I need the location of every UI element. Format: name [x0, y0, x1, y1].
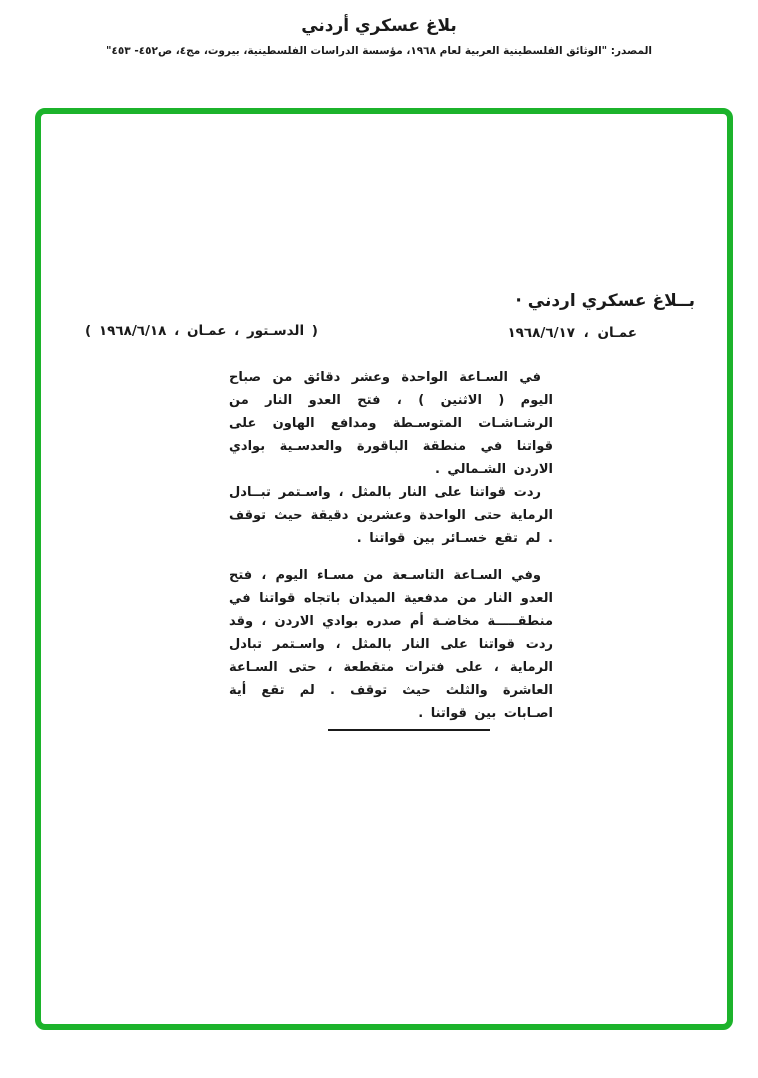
communique-title: بــلاغ عسكري اردني · [515, 291, 695, 311]
dateline-place-date: عمـان ، ١٩٦٨/٦/١٧ [507, 325, 637, 341]
communique-body [229, 366, 553, 725]
page-header [0, 16, 758, 57]
paragraph: وفي السـاعة التاسـعة من مسـاء اليوم ، فتح العدو النار من مدفعية الميدان باتجاه قواتنا في منطقـــــة مخاضـة أم صدره بوادي الاردن ، وقد ردت قواتنا على النار بالمثل ، واسـتمر تبادل الرماية ، على فترات متقطعة ، حتى السـاعة العاشرة والثلث حيث توقف . لم تقع أية اصـابات بين قواتنا . [229, 568, 553, 721]
source-citation-line: المصدر: "الوثائق الفلسطينية العربية لعام ١٩٦٨، مؤسسة الدراسات الفلسطينية، بيروت، مج٤، ص٤٥٢- ٤٥٣" [105, 45, 653, 57]
paragraph: في السـاعة الواحدة وعشر دقائق من صباح اليوم ( الاثنين ) ، فتح العدو النار من الرشـاشـات المتوسـطة ومدافع الهاون على قواتنا في منطقة الباقورة والعدسـية بوادي الاردن الشـمالي . [229, 370, 553, 477]
paragraph: ردت قواتنا على النار بالمثل ، واسـتمر تبــادل الرماية حتى الواحدة وعشرين دقيقة حيث توقف . لم تقع خسـائر بين قواتنا . [229, 485, 553, 546]
dateline-newspaper: ( الدسـتور ، عمـان ، ١٩٦٨/٦/١٨ ) [85, 323, 318, 339]
signature-divider [328, 729, 490, 731]
document-frame [35, 108, 733, 1030]
header-title: بلاغ عسكري أردني [301, 16, 457, 36]
